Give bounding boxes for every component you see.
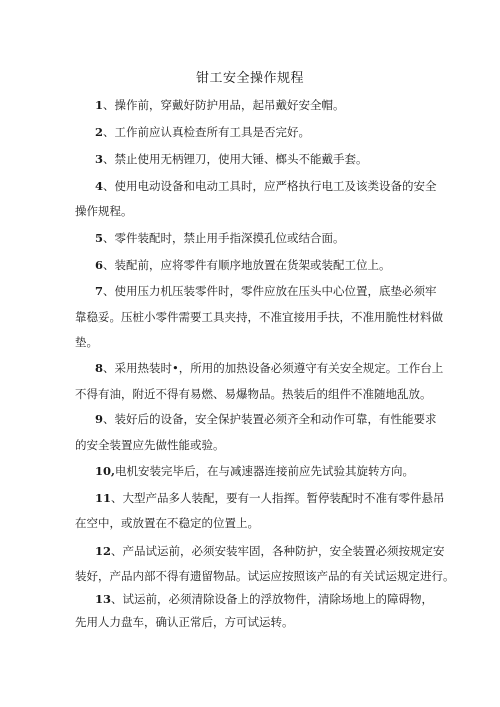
item-text-continued: 先用人力盘车，确认正常后，方可试运转。 xyxy=(75,615,294,629)
document-title: 钳工安全操作规程 xyxy=(195,71,304,86)
item-number: 7 xyxy=(95,284,104,298)
item-number: 10, xyxy=(95,464,116,478)
item-number: 9 xyxy=(95,412,104,426)
list-item xyxy=(95,257,391,273)
item-text: 、产品试运前，必须安装牢固，各种防护，安全装置必须按规定安 xyxy=(111,544,445,558)
item-text: 、使用电动设备和电动工具时，应严格执行电工及该类设备的安全 xyxy=(103,179,437,193)
item-number: 1 xyxy=(95,98,104,112)
list-item xyxy=(95,151,368,167)
item-text: 、零件装配时，禁止用手指深摸孔位或结合面。 xyxy=(103,231,345,245)
list-item xyxy=(95,97,345,113)
item-text-continued: 不得有油，附近不得有易燃、易爆物品。热装后的组件不准随地乱放。 xyxy=(75,387,432,401)
item-number: 5 xyxy=(95,231,104,245)
list-item xyxy=(95,591,433,607)
item-number: 11 xyxy=(95,491,112,505)
item-number: 6 xyxy=(95,258,104,272)
list-item xyxy=(95,490,445,506)
item-text-continued: 垫。 xyxy=(75,335,98,349)
item-text: 、工作前应认真检查所有工具是否完好。 xyxy=(103,125,311,139)
item-number: 4 xyxy=(95,179,104,193)
item-text-continued: 操作规程。 xyxy=(75,204,133,218)
item-text: 、采用热装时•，所用的加热设备必须遵守有关安全规定。工作台上 xyxy=(103,361,444,375)
item-text: 、装配前，应将零件有顺序地放置在货架或装配工位上。 xyxy=(103,258,391,272)
item-text-continued: 的安全装置应先做性能或验。 xyxy=(75,438,225,452)
item-text: 、使用压力机压装零件时，零件应放在压头中心位置，底垫必须牢 xyxy=(103,284,437,298)
item-text: 、试运前，必须清除设备上的浮放物件，清除场地上的障碍物， xyxy=(111,592,434,606)
item-number: 3 xyxy=(95,152,104,166)
item-number: 12 xyxy=(95,544,112,558)
item-text: 、装好后的设备，安全保护装置必须齐全和动作可靠，有性能要求 xyxy=(103,412,437,426)
item-text: 电机安装完毕后，在与减速器连接前应先试验其旋转方向。 xyxy=(115,464,415,478)
list-item xyxy=(95,283,437,299)
item-text-continued: 在空中，或放置在不稳定的位置上。 xyxy=(75,516,259,530)
list-item xyxy=(95,543,445,559)
list-item xyxy=(95,178,437,194)
list-item xyxy=(95,230,345,246)
list-item xyxy=(95,411,437,427)
item-number: 2 xyxy=(95,125,104,139)
item-number: 13 xyxy=(95,592,112,606)
item-text: 、禁止使用无柄锂刀，使用大锤、榔头不能戴手套。 xyxy=(103,152,368,166)
item-text: 、操作前，穿戴好防护用品，起吊戴好安全帽。 xyxy=(103,98,345,112)
item-text-continued: 装好，产品内部不得有遗留物品。试运应按照该产品的有关试运规定进行。 xyxy=(75,569,455,583)
list-item xyxy=(95,360,443,376)
item-text-continued: 靠稳妥。压桩小零件需要工具夹持，不准宜接用手扶，不准用脆性材料做 xyxy=(75,310,443,324)
list-item xyxy=(95,124,310,140)
item-text: 、大型产品多人装配，要有一人指挥。暂停装配时不准有零件悬吊 xyxy=(111,491,445,505)
item-number: 8 xyxy=(95,361,104,375)
list-item xyxy=(95,463,414,479)
